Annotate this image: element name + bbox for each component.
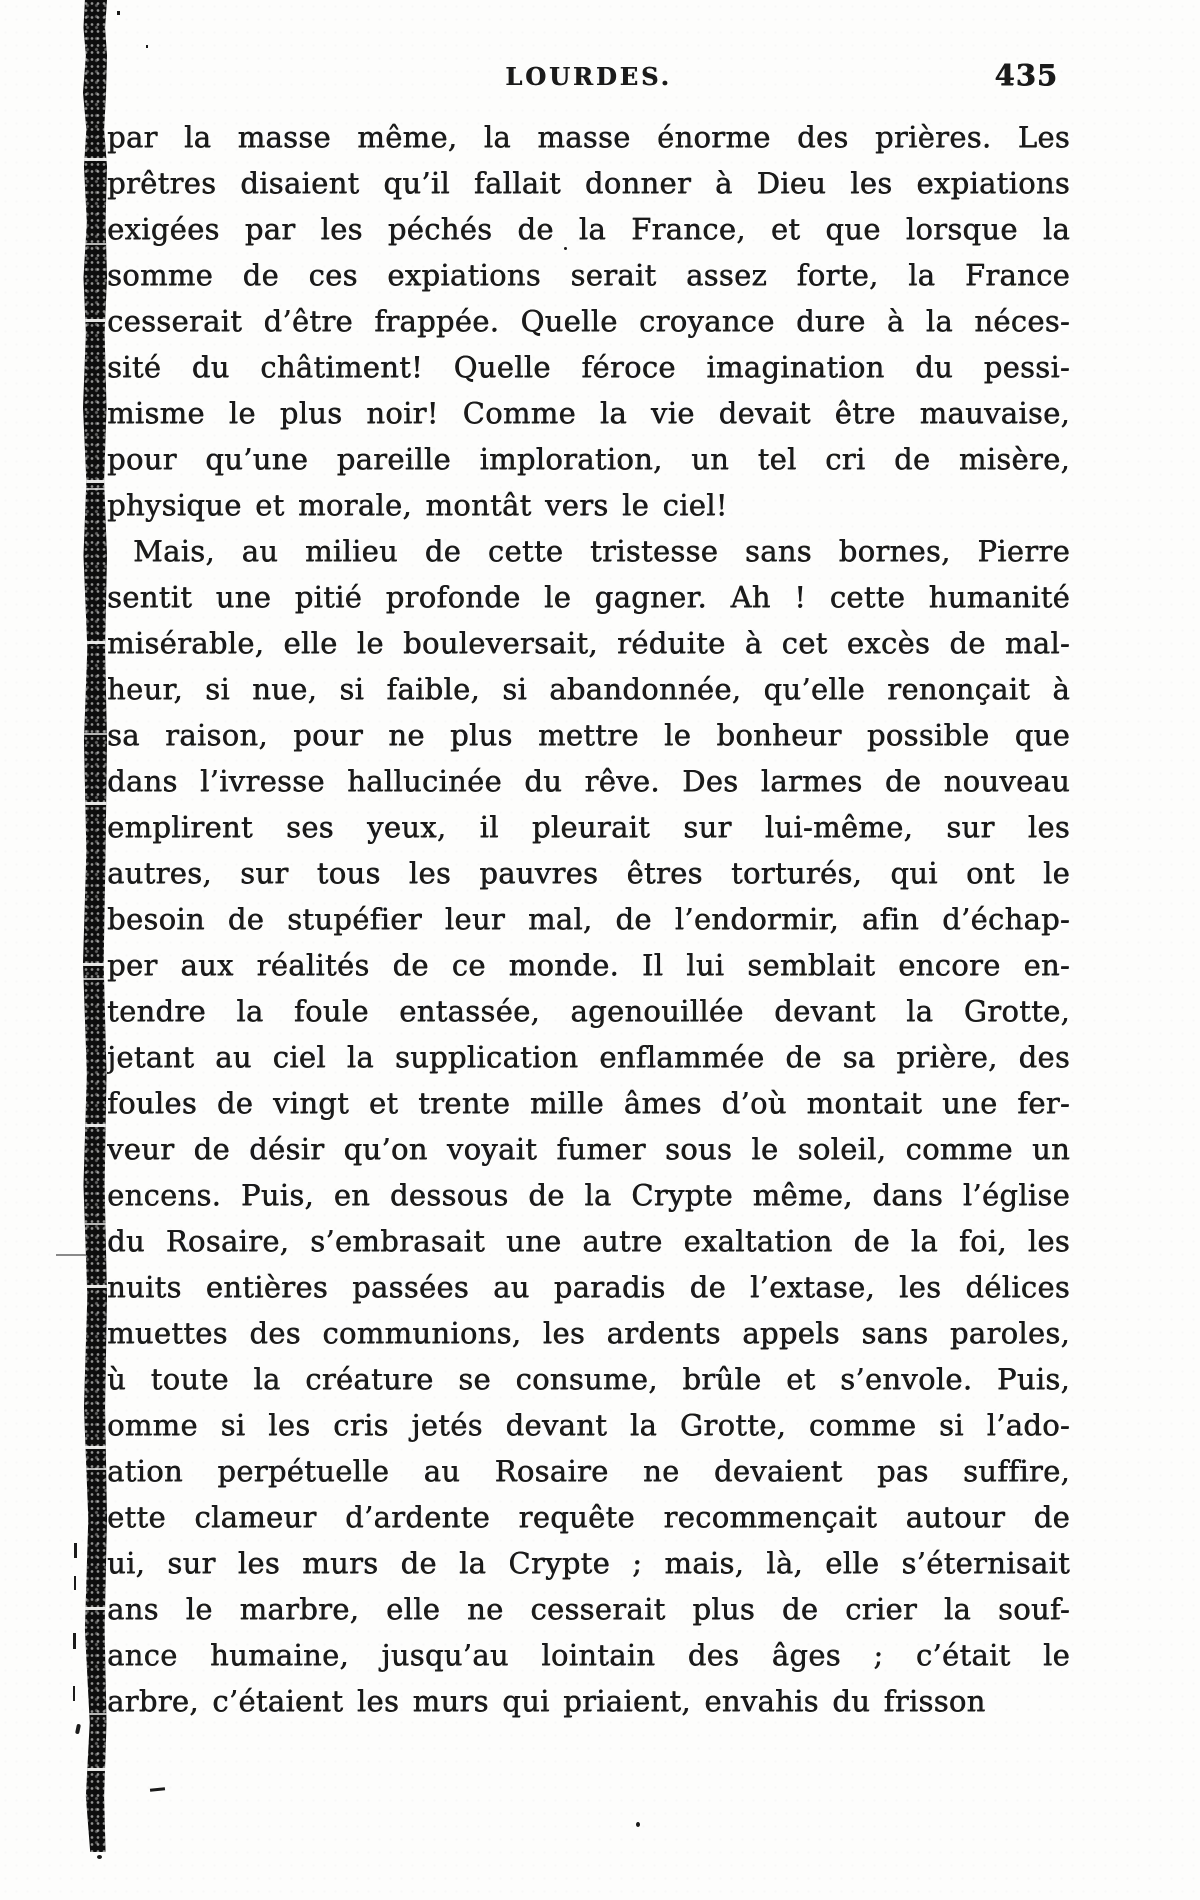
- text-line: ù toute la créature se consume, brûle et s’envole. Puis,: [107, 1362, 1070, 1396]
- text-line: dans l’ivresse hallucinée du rêve. Des larmes de nouveau: [107, 764, 1070, 798]
- text-line: arbre, c’étaient les murs qui priaient, envahis du frisson: [107, 1684, 986, 1718]
- ink-speck: [97, 1855, 102, 1859]
- text-line: ette clameur d’ardente requête recommençait autour de: [107, 1500, 1070, 1534]
- page-header: [107, 60, 1070, 102]
- text-line: autres, sur tous les pauvres êtres torturés, qui ont le: [107, 856, 1070, 890]
- text-line: emplirent ses yeux, il pleurait sur lui-même, sur les: [107, 810, 1070, 844]
- ink-speck: [564, 247, 567, 250]
- text-line: du Rosaire, s’embrasait une autre exaltation de la foi, les: [107, 1224, 1070, 1258]
- text-line: tendre la foule entassée, agenouillée devant la Grotte,: [107, 994, 1070, 1028]
- text-line: sité du châtiment! Quelle féroce imagination du pessi-: [107, 350, 1070, 384]
- text-line: misérable, elle le bouleversait, réduite à cet excès de mal-: [107, 626, 1070, 660]
- text-line: omme si les cris jetés devant la Grotte, comme si l’ado-: [107, 1408, 1070, 1442]
- text-line: sa raison, pour ne plus mettre le bonheur possible que: [107, 718, 1070, 752]
- text-line: physique et morale, montât vers le ciel!: [107, 488, 728, 522]
- ink-speck: [636, 1822, 640, 1827]
- text-line: sentit une pitié profonde le gagner. Ah ! cette humanité: [107, 580, 1070, 614]
- text-line: ans le marbre, elle ne cesserait plus de crier la souf-: [107, 1592, 1070, 1626]
- scan-mark: [74, 1576, 76, 1590]
- text-line: encens. Puis, en dessous de la Crypte même, dans l’église: [107, 1178, 1070, 1212]
- running-title: LOURDES.: [505, 62, 672, 91]
- ink-speck: [117, 11, 120, 15]
- body-text: [107, 114, 1070, 1724]
- scan-mark: [73, 1686, 75, 1701]
- ink-smudge: [150, 1787, 165, 1792]
- scan-mark: [73, 1633, 76, 1649]
- text-line: cesserait d’être frappée. Quelle croyance dure à la néces-: [107, 304, 1070, 338]
- scan-mark: [75, 1724, 81, 1735]
- text-line: nuits entières passées au paradis de l’extase, les délices: [107, 1270, 1070, 1304]
- text-line: veur de désir qu’on voyait fumer sous le soleil, comme un: [107, 1132, 1070, 1166]
- text-line: par la masse même, la masse énorme des prières. Les: [107, 120, 1070, 154]
- text-line: heur, si nue, si faible, si abandonnée, qu’elle renonçait à: [107, 672, 1070, 706]
- binding-shadow-band: [83, 0, 107, 1852]
- text-line: prêtres disaient qu’il fallait donner à Dieu les expiations: [107, 166, 1070, 200]
- text-line: foules de vingt et trente mille âmes d’où montait une fer-: [107, 1086, 1070, 1120]
- text-line: ui, sur les murs de la Crypte ; mais, là, elle s’éternisait: [107, 1546, 1070, 1580]
- text-line: pour qu’une pareille imploration, un tel cri de misère,: [107, 442, 1070, 476]
- text-line: somme de ces expiations serait assez forte, la France: [107, 258, 1070, 292]
- text-line: Mais, au milieu de cette tristesse sans bornes, Pierre: [133, 534, 1070, 568]
- text-line: ance humaine, jusqu’au lointain des âges ; c’était le: [107, 1638, 1070, 1672]
- text-line: muettes des communions, les ardents appels sans paroles,: [107, 1316, 1070, 1350]
- scan-mark: [74, 1543, 77, 1558]
- ink-speck: [146, 45, 148, 48]
- scan-crack: [56, 1254, 86, 1256]
- text-line: ation perpétuelle au Rosaire ne devaient pas suffire,: [107, 1454, 1070, 1488]
- text-line: per aux réalités de ce monde. Il lui semblait encore en-: [107, 948, 1070, 982]
- text-line: exigées par les péchés de la France, et que lorsque la: [107, 212, 1070, 246]
- text-line: besoin de stupéfier leur mal, de l’endormir, afin d’échap-: [107, 902, 1070, 936]
- page-number: 435: [994, 58, 1058, 92]
- text-line: jetant au ciel la supplication enflammée de sa prière, des: [107, 1040, 1070, 1074]
- text-line: misme le plus noir! Comme la vie devait être mauvaise,: [107, 396, 1070, 430]
